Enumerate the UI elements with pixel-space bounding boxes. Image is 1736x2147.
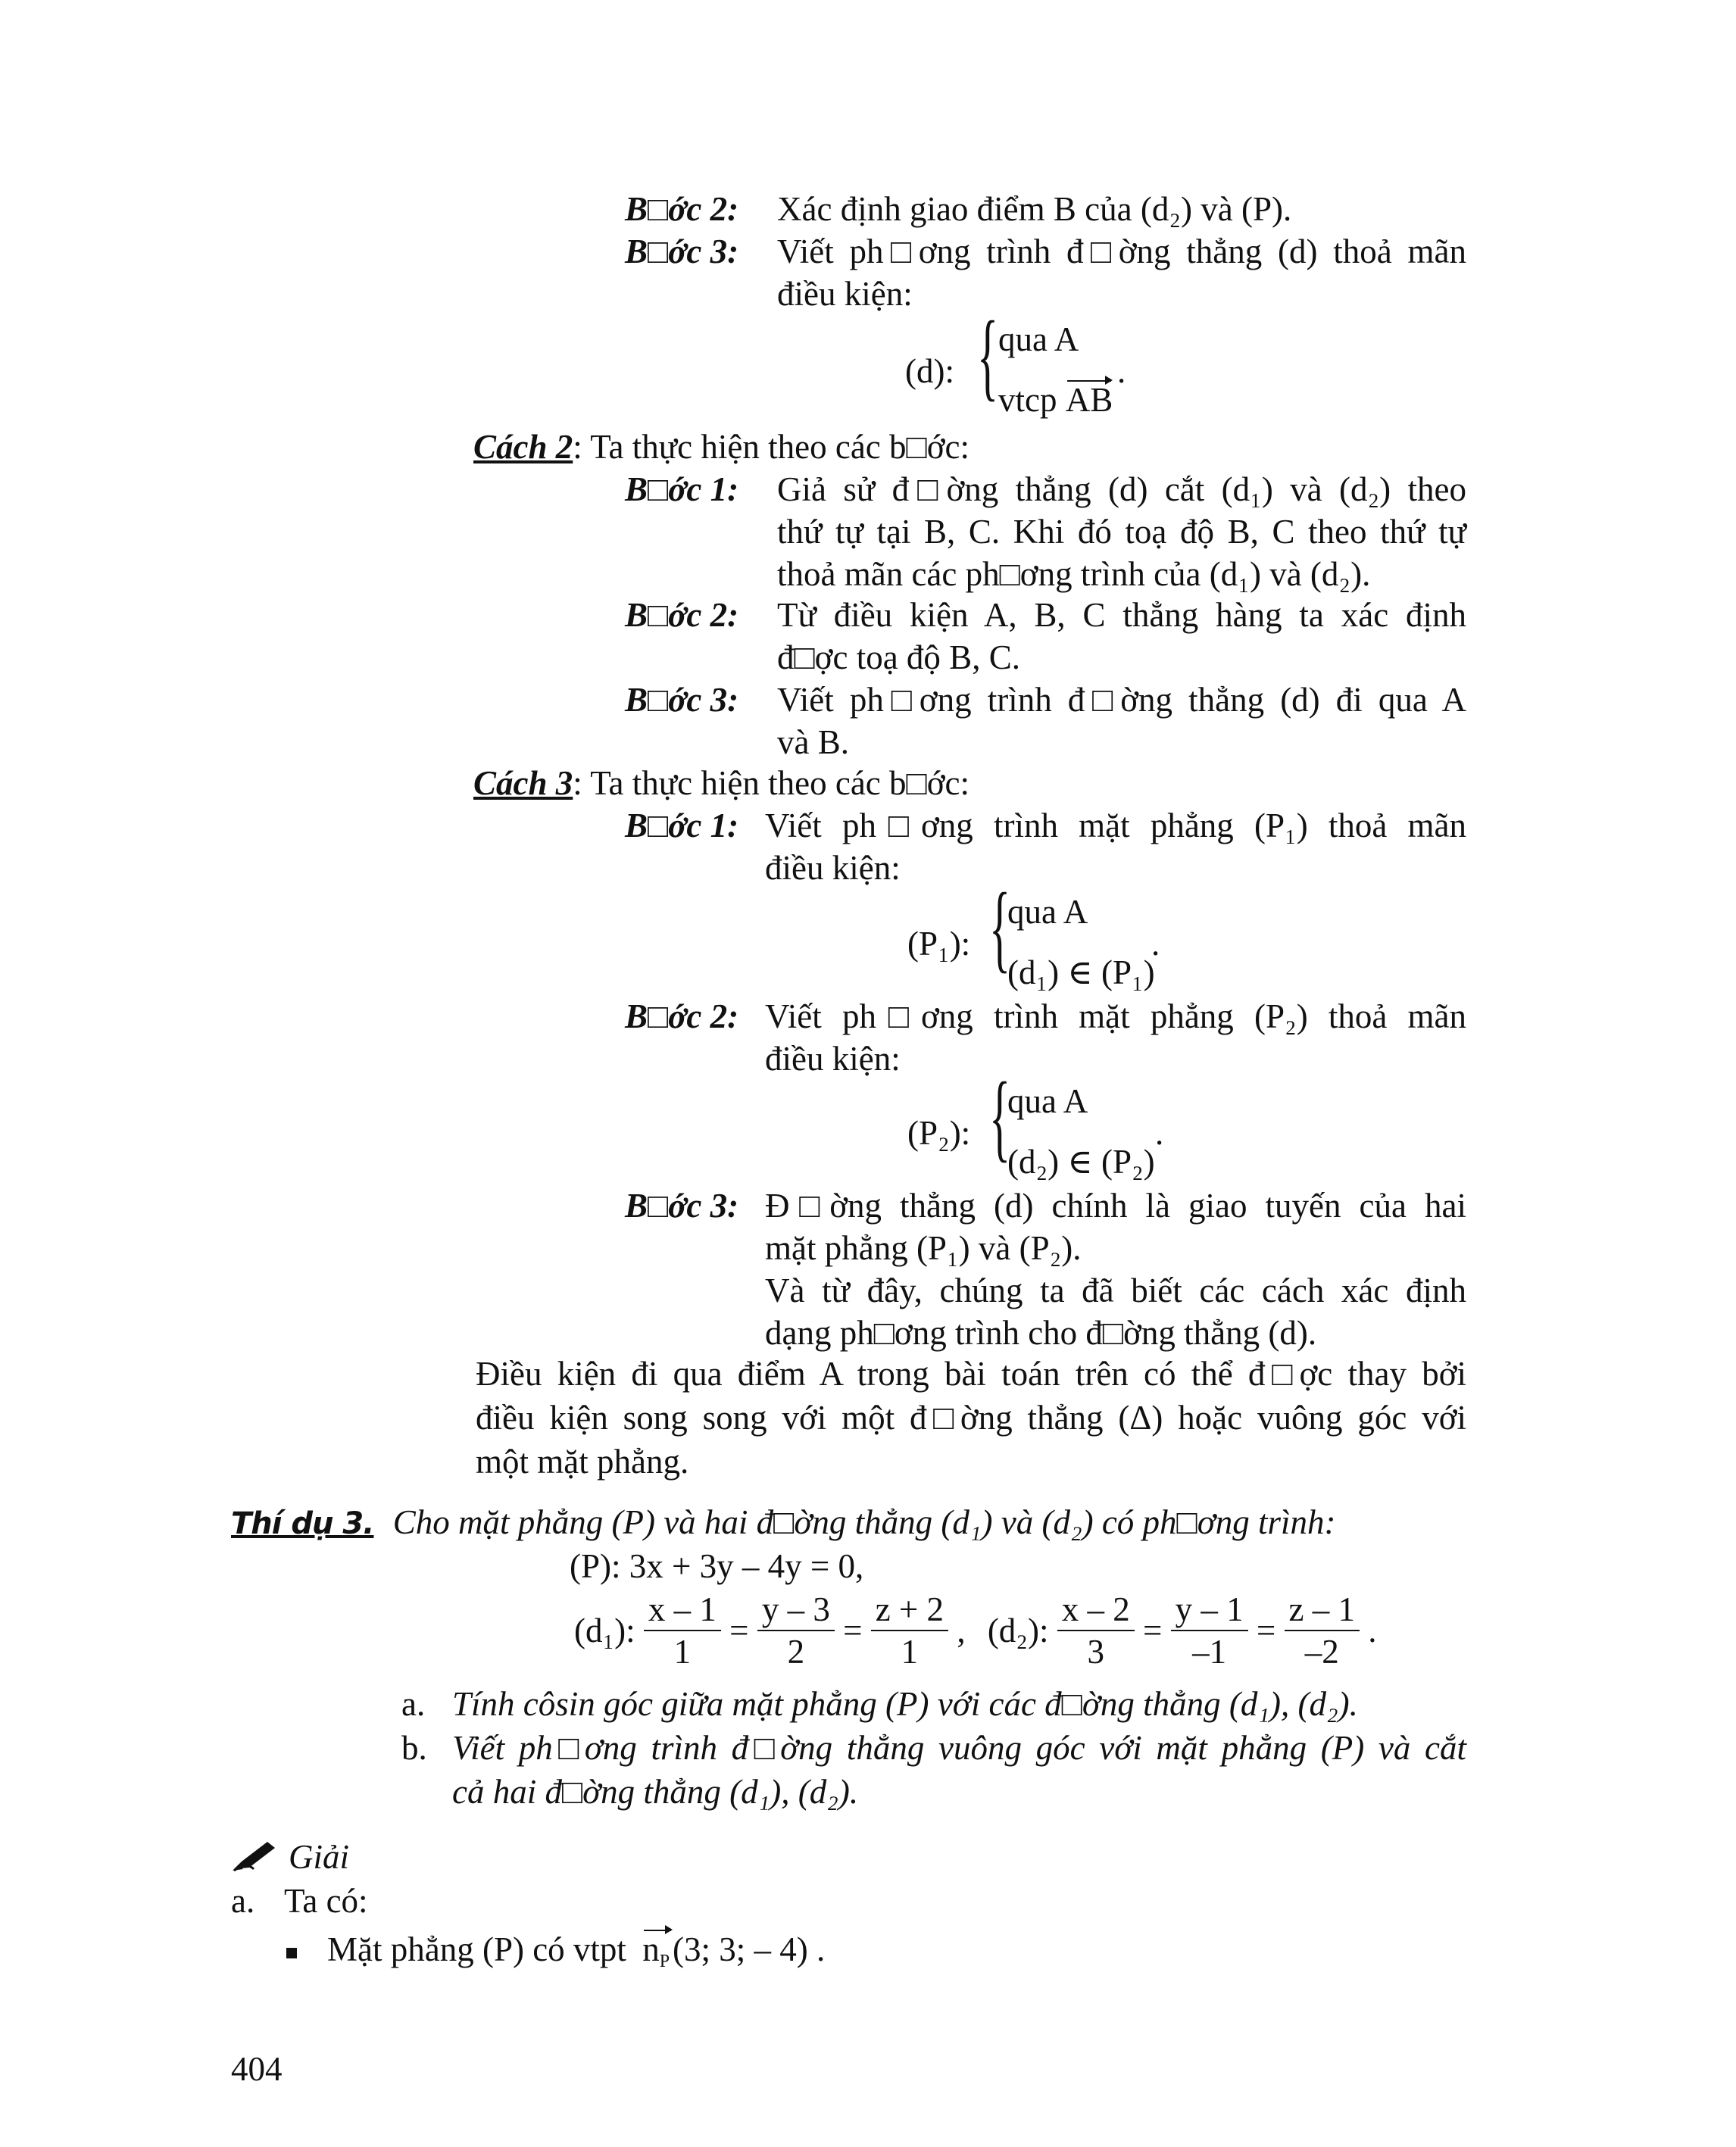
text-line: Từ điều kiện A, B, C thẳng hàng ta xác định <box>777 596 1466 634</box>
brace-icon: { <box>989 1063 1011 1172</box>
system-line: qua A <box>998 320 1079 358</box>
text-line: thoả mãn các ph□ơng trình của (d₁) và (d₂). <box>777 555 1371 593</box>
question-text: Viết ph□ơng trình đ□ờng thẳng vuông góc với mặt phẳng (P) và cắt <box>452 1729 1466 1767</box>
vector: $n_P$ <box>642 1928 673 1983</box>
fraction: $\frac{x - 2}{3}$ <box>1057 1589 1135 1672</box>
text-line: và B. <box>777 723 849 761</box>
step-label: B□ớc 2: <box>625 997 739 1035</box>
fraction: $\frac{y - 1}{-1}$ <box>1171 1589 1248 1672</box>
text-line: một mặt phẳng. <box>476 1443 689 1481</box>
question-text: Tính côsin góc giữa mặt phẳng (P) với các đ□ờng thẳng (d₁), (d₂). <box>452 1685 1358 1723</box>
text-line: Điều kiện đi qua điểm A trong bài toán trên có thể đ□ợc thay bởi <box>476 1355 1466 1393</box>
text-line: đ□ợc toạ độ B, C. <box>777 638 1020 676</box>
text-line: Đ□ờng thẳng (d) chính là giao tuyến của hai <box>765 1187 1466 1225</box>
system-line: qua A <box>1007 1082 1088 1120</box>
system-prefix: (P₂): <box>907 1114 971 1152</box>
dot: . <box>1151 925 1160 963</box>
system-prefix: (d): <box>905 352 954 390</box>
solution-text: Ta có: <box>284 1882 368 1920</box>
question-label: a. <box>401 1685 426 1723</box>
fraction: $\frac{x - 1}{1}$ <box>644 1589 721 1672</box>
solution-heading: Giải <box>231 1836 349 1882</box>
solution-label: a. <box>231 1882 255 1920</box>
pencil-icon <box>231 1839 278 1882</box>
text-line: Viết ph□ơng trình đ□ờng thẳng (d) đi qua A <box>777 681 1466 719</box>
example-heading <box>231 1501 1336 1545</box>
step-label: B□ớc 3: <box>625 1187 739 1225</box>
step-label: B□ớc 1: <box>625 807 739 844</box>
system-line: qua A <box>1007 893 1088 931</box>
fraction: $\frac{z + 2}{1}$ <box>871 1589 948 1672</box>
system-line: (d₁) ∈ (P₁) <box>1007 953 1155 991</box>
text-line: dạng ph□ơng trình cho đ□ờng thẳng (d). <box>765 1314 1317 1352</box>
dot: . <box>1155 1114 1164 1152</box>
dot: . <box>1117 352 1126 390</box>
text-line: điều kiện: <box>765 1040 901 1078</box>
text-line: điều kiện: <box>765 849 901 887</box>
system-prefix: (P₁): <box>907 925 971 963</box>
brace-icon: { <box>977 301 999 410</box>
bullet-icon <box>286 1948 297 1958</box>
fraction: $\frac{z - 1}{-2}$ <box>1285 1589 1360 1672</box>
bullet-line: Mặt phẳng (P) có vtpt $n_P(3$; 3; – 4) . <box>286 1928 825 1983</box>
method-label: Cách 2 <box>473 428 573 466</box>
text-line: Viết ph□ơng trình mặt phẳng (P₁) thoả mãn <box>765 807 1466 844</box>
text-line: Viết ph□ơng trình đ□ờng thẳng (d) thoả mãn <box>777 232 1466 270</box>
page-number: 404 <box>231 2050 283 2088</box>
text-line: Viết ph□ơng trình mặt phẳng (P₂) thoả mãn <box>765 997 1466 1035</box>
text-line: Và từ đây, chúng ta đã biết các cách xác định <box>765 1272 1466 1309</box>
text-line: thứ tự tại B, C. Khi đó toạ độ B, C theo thứ tự <box>777 513 1466 551</box>
system-line: vtcp AB <box>998 379 1113 421</box>
equation-p: (P): 3x + 3y – 4y = 0, <box>570 1547 864 1585</box>
question-text: cả hai đ□ờng thẳng (d₁), (d₂). <box>452 1773 859 1811</box>
example-text: Cho mặt phẳng (P) và hai đ□ờng thẳng (d₁) và (d₂) có ph□ơng trình: <box>392 1503 1336 1541</box>
cach3-line: Cách 3: Ta thực hiện theo các b□ớc: <box>473 764 969 802</box>
method-label: Cách 3 <box>473 764 573 802</box>
text-line: Xác định giao điểm B của (d₂) và (P). <box>777 190 1292 228</box>
system-line: (d₂) ∈ (P₂) <box>1007 1143 1155 1181</box>
step-label: B□ớc 2: <box>625 190 739 228</box>
step-label: B□ớc 3: <box>625 681 739 719</box>
question-label: b. <box>401 1729 427 1767</box>
text-line: điều kiện song song với một đ□ờng thẳng (Δ) hoặc vuông góc với <box>476 1399 1466 1437</box>
text-line: mặt phẳng (P₁) và (P₂). <box>765 1229 1082 1267</box>
example-label: Thí dụ 3. <box>231 1506 374 1541</box>
step-label: B□ớc 2: <box>625 596 739 634</box>
text-line: điều kiện: <box>777 275 913 313</box>
step-label: B□ớc 1: <box>625 470 739 508</box>
equation-lines: (d₁): $\frac{x - 1}{1}$ = $\frac{y - 3}{2}$ = $\frac{z + 2}{1}$ , (d₂): $\frac{x - 2}{3}$ = $\frac{y - 1}{-1}$ = $\frac{z - 1}{-2}$ . <box>574 1590 1377 1671</box>
text-line: Giả sử đ□ờng thẳng (d) cắt (d₁) và (d₂) theo <box>777 470 1466 508</box>
fraction: $\frac{y - 3}{2}$ <box>757 1589 835 1672</box>
cach2-line: Cách 2: Ta thực hiện theo các b□ớc: <box>473 428 969 466</box>
brace-icon: { <box>989 873 1011 982</box>
vector: AB <box>1066 379 1113 421</box>
step-label: B□ớc 3: <box>625 232 739 270</box>
